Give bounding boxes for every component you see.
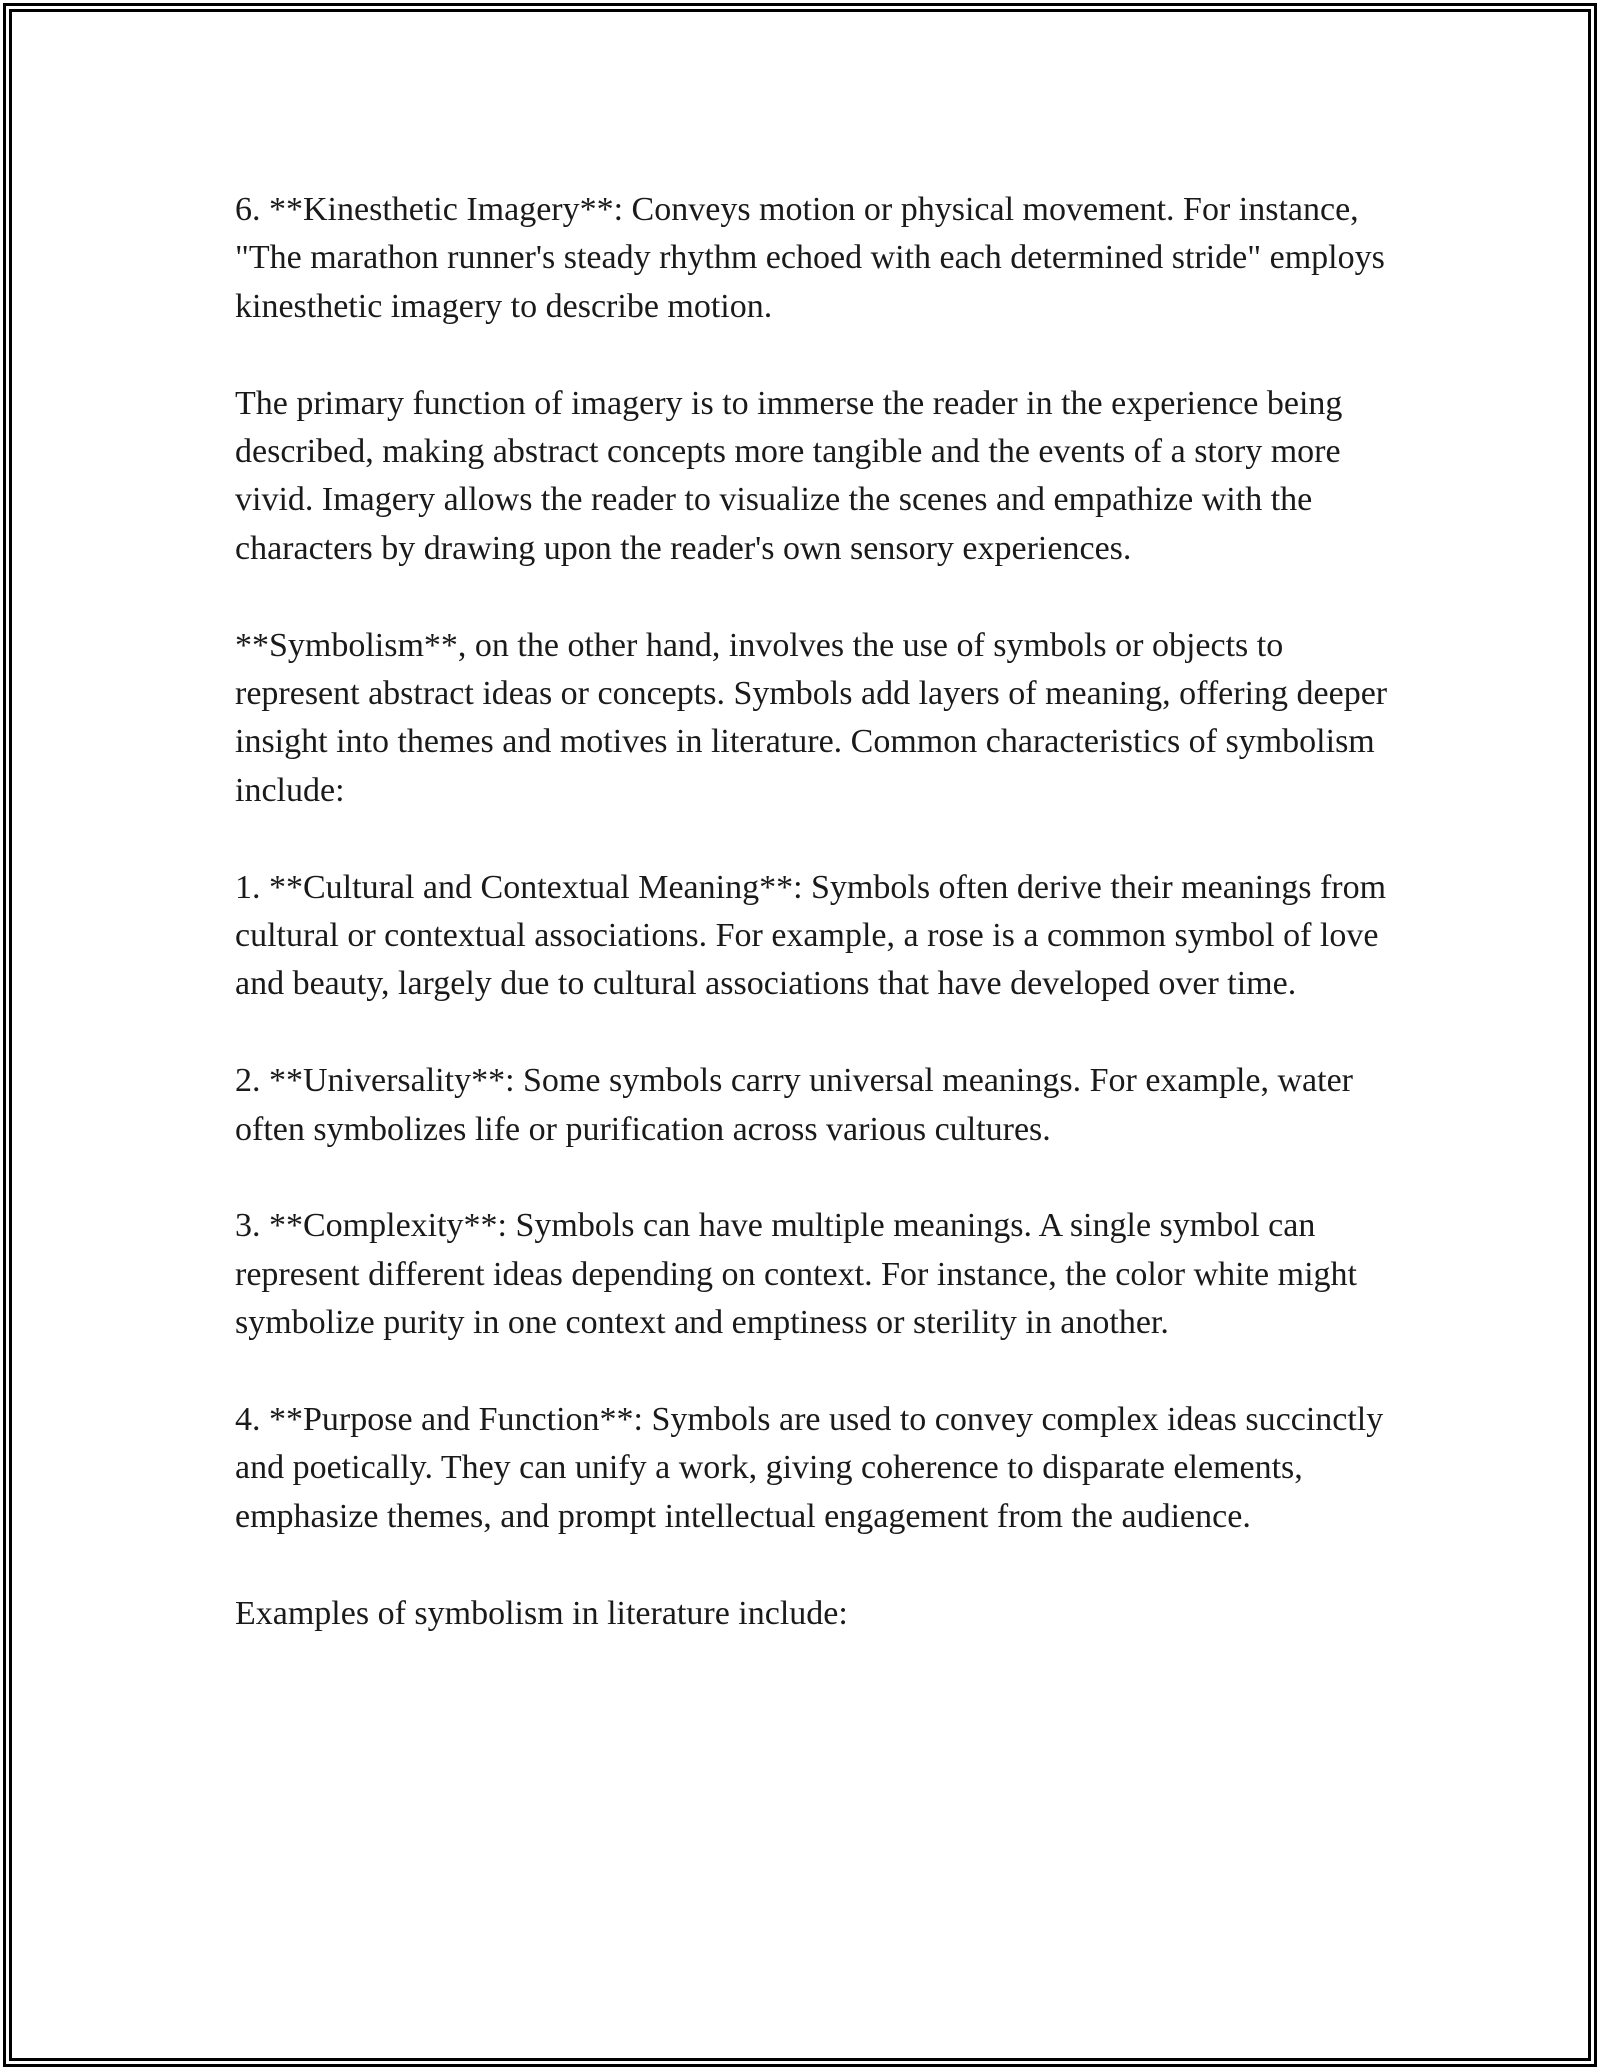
paragraph-kinesthetic-imagery: 6. **Kinesthetic Imagery**: Conveys motion or physical movement. For instance, "The marathon runner's steady rhythm echoed with each determined stride" employs kinesthetic imagery to describe motion. bbox=[235, 191, 1385, 325]
paragraph-symbolism-intro: **Symbolism**, on the other hand, involves the use of symbols or objects to represent abstract ideas or concepts. Symbols add layers of meaning, offering deeper insight into themes and motives in literature. Common characteristics of symbolism include: bbox=[235, 626, 1388, 809]
paragraph-purpose-function: 4. **Purpose and Function**: Symbols are used to convey complex ideas succinctly and poetically. They can unify a work, giving coherence to disparate elements, emphasize themes, and prompt intellectual engagement from the audience. bbox=[235, 1401, 1384, 1535]
paragraph-imagery-function: The primary function of imagery is to immerse the reader in the experience being described, making abstract concepts more tangible and the events of a story more vivid. Imagery allows the reader to visualize the scenes and empathize with the characters by drawing upon the reader's own sensory experiences. bbox=[235, 384, 1343, 567]
paragraph-cultural-meaning: 1. **Cultural and Contextual Meaning**: Symbols often derive their meanings from cultural or contextual associations. For example, a rose is a common symbol of love and beauty, largely due to cultural associations that have developed over time. bbox=[235, 868, 1387, 1003]
paragraph-complexity: 3. **Complexity**: Symbols can have multiple meanings. A single symbol can represent different ideas depending on context. For instance, the color white might symbolize purity in one context and emptiness or sterility in another. bbox=[235, 1207, 1357, 1342]
document-body bbox=[235, 186, 1395, 1686]
paragraph-universality: 2. **Universality**: Some symbols carry universal meanings. For example, water often symbolizes life or purification across various cultures. bbox=[235, 1062, 1353, 1148]
paragraph-examples-intro: Examples of symbolism in literature include: bbox=[235, 1594, 848, 1632]
